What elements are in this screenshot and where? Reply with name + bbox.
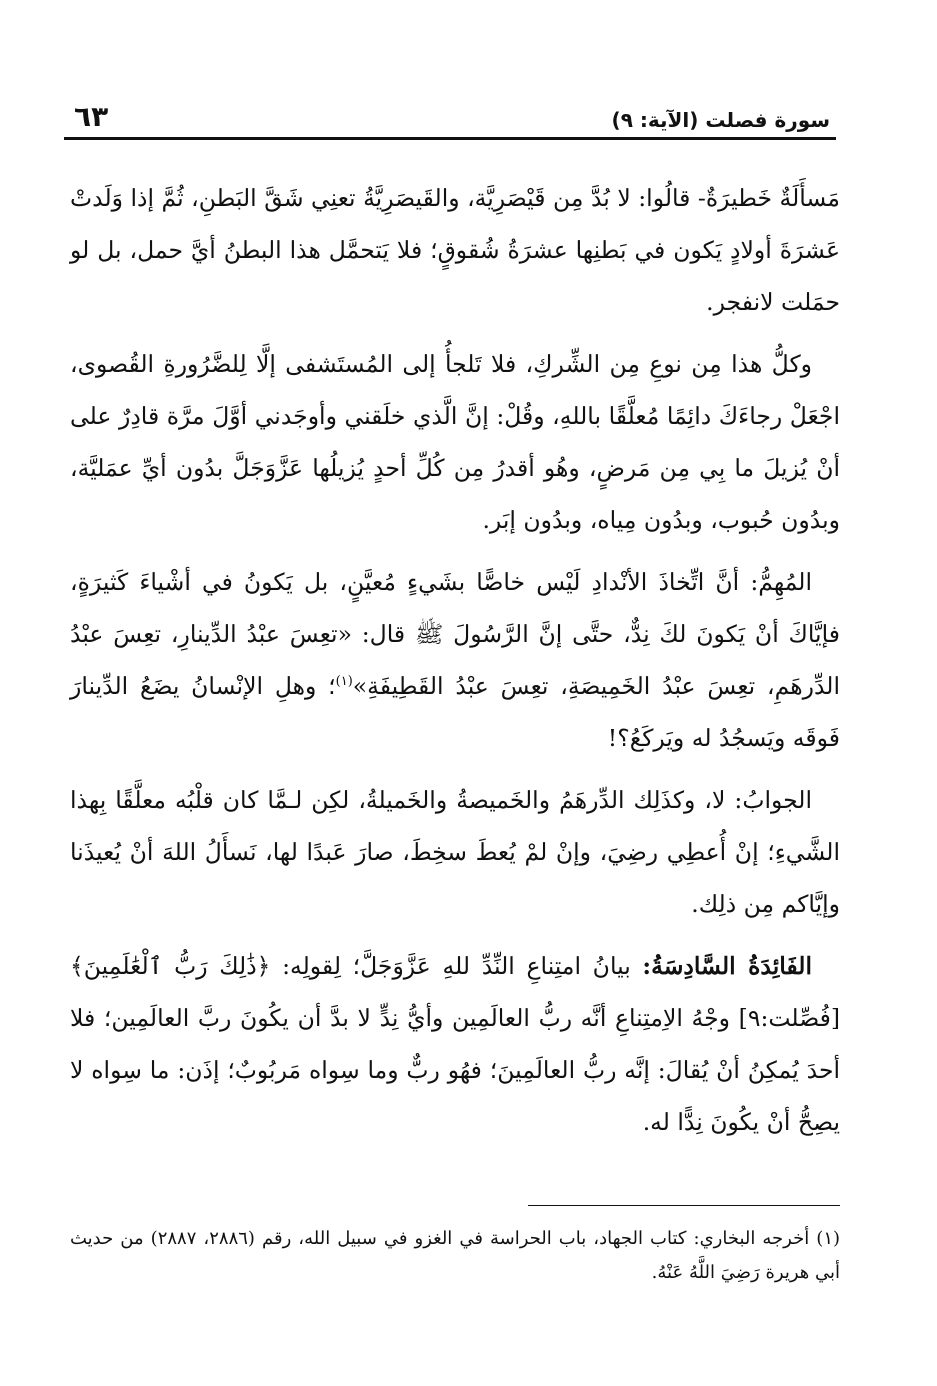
paragraph-text: مَسأَلَةٌ خَطيرَةٌ- قالُوا: لا بُدَّ مِن قَيْصَرِيَّة، والقَيصَرِيَّةُ تعنِي شَقَّ البَطنِ، ثُمَّ إذا وَلَدتْ عَشرَةَ أولادٍ يَكون في بَطنِها عشرَةُ شُقوقٍ؛ فلا يَتحمَّل هذا البطنُ أيَّ حمل، بل لو حمَلت لانفجر. — [70, 184, 840, 316]
running-title: سورة فصلت (الآية: ٩) — [611, 108, 830, 132]
page-number: ٦٣ — [74, 100, 109, 133]
footnote-divider — [528, 1205, 840, 1206]
paragraph-5 — [70, 940, 840, 1148]
footnote-marker: (١) — [335, 674, 353, 690]
header-divider — [64, 137, 836, 140]
paragraph-text-tail: ؛ وهلِ الإنْسانُ يضَعُ الدِّينارَ فَوقَه ويَسجُدُ له ويَركَعُ؟! — [70, 672, 840, 752]
section-heading: الفَائِدَةُ السَّادِسَةُ: — [642, 952, 812, 980]
footnote-text: (١) أخرجه البخاري: كتاب الجهاد، باب الحراسة في الغزو في سبيل الله، رقم (٢٨٨٦، ٢٨٨٧) من حديث أبي هريرة رَضِيَ اللَّهُ عَنْهُ. — [70, 1228, 841, 1283]
paragraph-text: بيانُ امتِناعِ النِّدِّ للهِ عَزَّوَجَلَّ؛ لِقولِه: ﴿ذَٰلِكَ رَبُّ ٱلْعَٰلَمِينَ﴾ [فُصِّلت:٩] وجْهُ الاِمتِناعِ أنَّه ربُّ العالَمِين وأيُّ نِدٍّ لا بدَّ أن يكُونَ ربَّ العالَمِين؛ فلا أحدَ يُمكِنُ أنْ يُقالَ: إنَّه ربُّ العالَمِينَ؛ فهُو ربٌّ وما سِواه مَربُوبٌ؛ إذَن: ما سِواه لا يصِحُّ أنْ يكُونَ نِدًّا له. — [70, 952, 840, 1136]
paragraph-1 — [70, 172, 840, 328]
page-header — [64, 98, 836, 138]
footnote — [70, 1222, 840, 1290]
paragraph-text: وكلُّ هذا مِن نوعِ مِن الشِّركِ، فلا تَلجأُ إلى المُستَشفى إلَّا لِلضَّرُورةِ القُصوى، اجْعَلْ رجاءَكَ دائِمًا مُعلَّقًا باللهِ، وقُلْ: إنَّ الَّذي خلَقني وأوجَدني أوَّلَ مرَّة قادِرٌ على أنْ يُزيلَ ما بِي مِن مَرضٍ، وهُو أقدرُ مِن كُلِّ أحدٍ يُزيلُها عَزَّوَجَلَّ بدُون أيِّ عمَليَّة، وبدُون حُبوب، وبدُون مِياه، وبدُون إبَر. — [70, 350, 840, 534]
paragraph-4 — [70, 774, 840, 930]
paragraph-text: الجوابُ: لا، وكذَلِك الدِّرهَمُ والخَميصةُ والخَميلةُ، لكِن لـمَّا كان قلْبُه معلَّقًا بِهذا الشَّيءِ؛ إنْ أُعطِي رضِيَ، وإنْ لمْ يُعطَ سخِطَ، صارَ عَبدًا لها، نَسأَلُ اللهَ أنْ يُعيذَنا وإيَّاكم مِن ذلِك. — [70, 786, 840, 918]
paragraph-3 — [70, 556, 840, 764]
paragraph-text: المُهِمُّ: أنَّ اتِّخاذَ الأنْدادِ لَيْس خاصًّا بشَيءٍ مُعيَّنٍ، بل يَكونُ في أشْياءَ كَثيرَةٍ، فإيَّاكَ أنْ يَكونَ لكَ نِدٌّ، حتَّى إنَّ الرَّسُولَ ﷺ قال: «تعِسَ عبْدُ الدِّينارِ، تعِسَ عبْدُ الدِّرهَمِ، تعِسَ عبْدُ الخَمِيصَةِ، تعِسَ عبْدُ القَطِيفَةِ» — [70, 568, 840, 700]
paragraph-2 — [70, 338, 840, 546]
main-text — [70, 172, 840, 1158]
